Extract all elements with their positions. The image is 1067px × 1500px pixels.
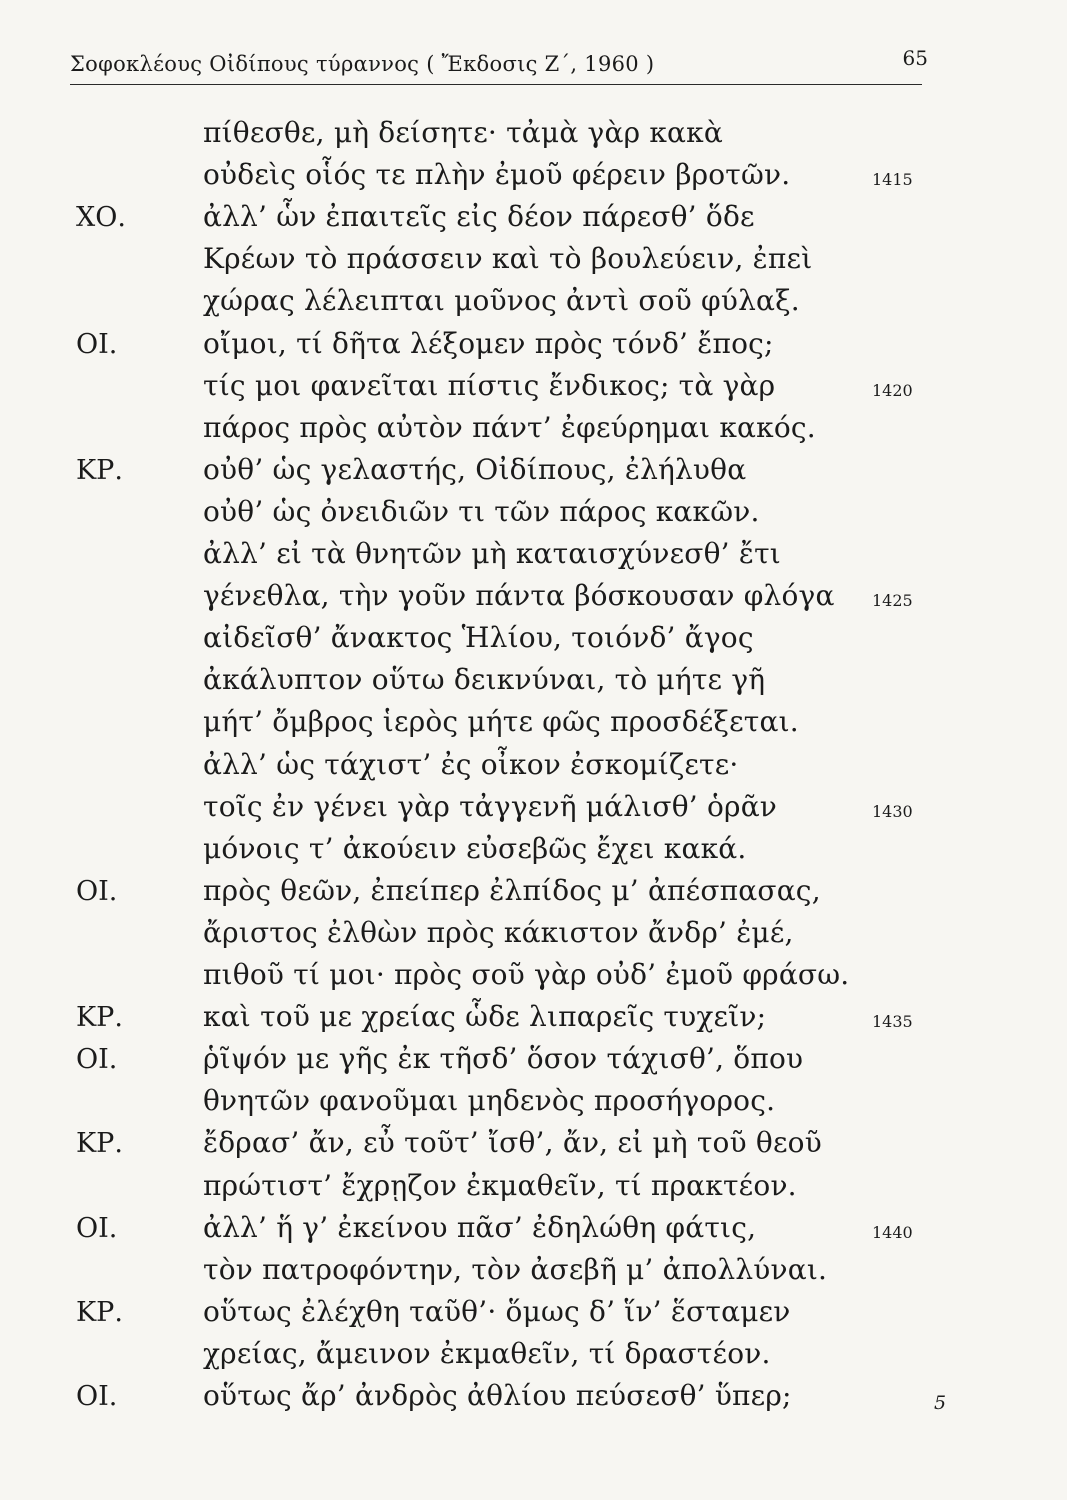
- verse-text-line: μήτ’ ὄμβρος ἱερὸς μήτε φῶς προσδέξεται.: [203, 705, 799, 739]
- verse-line: [0, 748, 1067, 790]
- verse-text-line: τοῖς ἐν γένει γὰρ τἀγγενῆ μάλισθ’ ὁρᾶν: [203, 789, 778, 823]
- verse-text-line: ῥῖψόν με γῆς ἐκ τῆσδ’ ὅσον τάχισθ’, ὅπου: [203, 1042, 804, 1076]
- verse-text-line: μόνοις τ’ ἀκούειν εὐσεβῶς ἔχει κακά.: [203, 831, 747, 865]
- verse-line: [0, 621, 1067, 663]
- verse-line: [0, 284, 1067, 326]
- speaker-label: ΟΙ.: [76, 328, 118, 360]
- verse-text-line: θνητῶν φανοῦμαι μηδενὸς προσήγορος.: [203, 1084, 776, 1118]
- verse-line: [0, 453, 1067, 495]
- verse-text-line: ἀλλ’ εἰ τὰ θνητῶν μὴ καταισχύνεσθ’ ἔτι: [203, 537, 781, 570]
- verse-text-line: οἴμοι, τί δῆτα λέξομεν πρὸς τόνδ’ ἔπος;: [203, 326, 774, 360]
- verse-line: [0, 1084, 1067, 1126]
- verse-text-line: οὐδεὶς οἷός τε πλὴν ἐμοῦ φέρειν βροτῶν.: [203, 158, 791, 192]
- verse-line: [0, 1253, 1067, 1295]
- verse-line: [0, 1295, 1067, 1337]
- verse-line: [0, 369, 1067, 411]
- verse-line: [0, 116, 1067, 158]
- verse-line: [0, 1337, 1067, 1379]
- line-number: 1415: [872, 170, 913, 190]
- speaker-label: ΧΟ.: [76, 202, 126, 234]
- verse-line: [0, 663, 1067, 705]
- verse-text-line: πρὸς θεῶν, ἐπείπερ ἐλπίδος μ’ ἀπέσπασας,: [203, 873, 821, 907]
- signature-mark: 5: [934, 1392, 947, 1414]
- verse-text-line: τίς μοι φανεῖται πίστις ἔνδικος; τὰ γὰρ: [203, 368, 776, 402]
- line-number: 1430: [872, 801, 913, 821]
- verse-line: [0, 790, 1067, 832]
- verse-text-line: πίθεσθε, μὴ δείσητε· τἀμὰ γὰρ κακὰ: [203, 116, 723, 149]
- speaker-label: ΟΙ.: [76, 1044, 118, 1076]
- verse-text-line: χρείας, ἄμεινον ἐκμαθεῖν, τί δραστέον.: [203, 1336, 771, 1370]
- verse-text-line: ἀλλ’ ὧν ἐπαιτεῖς εἰς δέον πάρεσθ’ ὅδε: [203, 200, 755, 234]
- verse-text-line: ἀκάλυπτον οὕτω δεικνύναι, τὸ μήτε γῆ: [203, 663, 766, 697]
- verse-text-line: τὸν πατροφόντην, τὸν ἀσεβῆ μ’ ἀπολλύναι.: [203, 1252, 828, 1286]
- verse-text-line: ἀλλ’ ἥ γ’ ἐκείνου πᾶσ’ ἐδηλώθη φάτις,: [203, 1210, 757, 1244]
- verse-line: [0, 158, 1067, 200]
- verse-line: [0, 579, 1067, 621]
- verse-line: [0, 242, 1067, 284]
- verse-text-line: καὶ τοῦ με χρείας ὧδε λιπαρεῖς τυχεῖν;: [203, 1000, 767, 1034]
- verse-text-line: Κρέων τὸ πράσσειν καὶ τὸ βουλεύειν, ἐπεὶ: [203, 242, 813, 276]
- verse-line: [0, 916, 1067, 958]
- speaker-label: ΟΙ.: [76, 875, 118, 907]
- verse-line: [0, 495, 1067, 537]
- verse-line: [0, 958, 1067, 1000]
- verse-line: [0, 537, 1067, 579]
- line-number: 1435: [872, 1012, 913, 1032]
- speaker-label: ΚΡ.: [76, 1296, 123, 1328]
- verse-text-line: ἀλλ’ ὡς τάχιστ’ ἐς οἶκον ἐσκομίζετε·: [203, 747, 739, 781]
- line-number: 1420: [872, 380, 913, 400]
- verse-text-line: οὐθ’ ὡς ὀνειδιῶν τι τῶν πάρος κακῶν.: [203, 494, 760, 528]
- speaker-label: ΚΡ.: [76, 454, 123, 486]
- speaker-label: ΟΙ.: [76, 1212, 118, 1244]
- verse-text-line: πάρος πρὸς αὐτὸν πάντ’ ἐφεύρημαι κακός.: [203, 410, 816, 444]
- verse-line: [0, 1042, 1067, 1084]
- verse-text-line: ἄριστος ἐλθὼν πρὸς κάκιστον ἄνδρ’ ἐμέ,: [203, 915, 794, 949]
- verse-text-line: γένεθλα, τὴν γοῦν πάντα βόσκουσαν φλόγα: [203, 579, 835, 613]
- verse-line: [0, 705, 1067, 747]
- speaker-label: ΟΙ.: [76, 1381, 118, 1412]
- running-header: [70, 46, 930, 92]
- verse-text-line: οὕτως ἐλέχθη ταῦθ’· ὅμως δ’ ἵν’ ἕσταμεν: [203, 1294, 791, 1328]
- verse-line: [0, 1379, 1067, 1421]
- verse-line: [0, 1169, 1067, 1211]
- verse-text-line: οὐθ’ ὡς γελαστής, Οἰδίπους, ἐλήλυθα: [203, 452, 747, 486]
- verse-text-line: ἔδρασ’ ἄν, εὖ τοῦτ’ ἴσθ’, ἄν, εἰ μὴ τοῦ θεοῦ: [203, 1126, 822, 1160]
- verse-line: [0, 200, 1067, 242]
- verse-line: [0, 832, 1067, 874]
- verse-line: [0, 1126, 1067, 1168]
- verse-line: [0, 327, 1067, 369]
- verse-text-line: χώρας λέλειπται μοῦνος ἀντὶ σοῦ φύλαξ.: [203, 284, 800, 318]
- verse-text-line: πιθοῦ τί μοι· πρὸς σοῦ γὰρ οὐδ’ ἐμοῦ φράσω.: [203, 958, 850, 991]
- verse-line: [0, 1000, 1067, 1042]
- header-rule: [70, 84, 922, 85]
- speaker-label: ΚΡ.: [76, 1002, 123, 1034]
- line-number: 1425: [872, 591, 913, 611]
- page-number: 65: [902, 46, 928, 70]
- verse-line: [0, 874, 1067, 916]
- running-title: Σοφοκλέους Οἰδίπους τύραννος ( Ἔκδοσις Ζ΄, 1960 ): [70, 52, 655, 76]
- verse-text-line: πρώτιστ’ ἔχρῃζον ἐκμαθεῖν, τί πρακτέον.: [203, 1168, 797, 1202]
- verse-line: [0, 411, 1067, 453]
- verse-text-line: αἰδεῖσθ’ ἄνακτος Ἡλίου, τοιόνδ’ ἄγος: [203, 621, 754, 655]
- verse-line: [0, 1211, 1067, 1253]
- verse-text-line: οὕτως ἄρ’ ἀνδρὸς ἀθλίου πεύσεσθ’ ὕπερ;: [203, 1379, 792, 1412]
- line-number: 1440: [872, 1222, 913, 1242]
- speaker-label: ΚΡ.: [76, 1128, 123, 1160]
